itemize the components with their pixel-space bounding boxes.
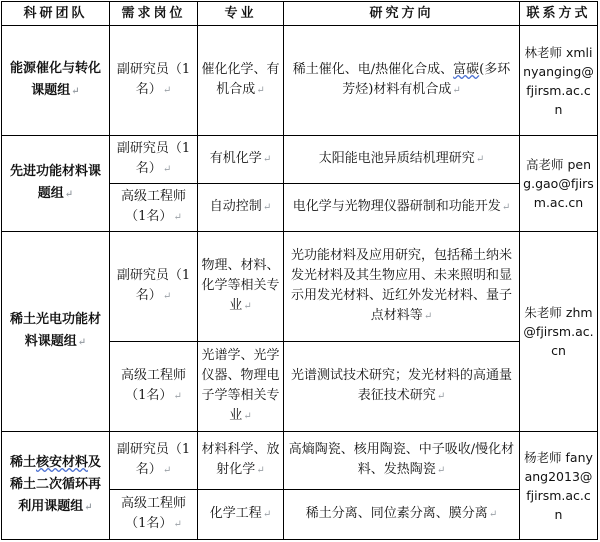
direction-cell <box>284 184 520 232</box>
team-name: 稀土 <box>9 455 36 470</box>
position-name: 高级工程师（1名） <box>120 368 186 403</box>
header-contact: 联系方式 <box>520 2 598 26</box>
table-row <box>2 232 598 342</box>
direction-text: 光功能材料及应用研究，包括稀土纳米发光材料及其生物应用、未来照明和显示用发光材料、近红外发光材料、量子点材料等 <box>290 248 512 323</box>
direction-text: 太阳能电池异质结机理研究 <box>318 151 475 166</box>
direction-text: 稀土催化、电/热催化合成、 <box>292 62 454 77</box>
direction-cell <box>284 136 520 184</box>
header-position: 需求岗位 <box>110 2 198 26</box>
paragraph-mark-icon: ↵ <box>262 509 272 520</box>
position-cell <box>110 184 198 232</box>
paragraph-mark-icon: ↵ <box>77 337 87 348</box>
position-cell <box>110 136 198 184</box>
table-row <box>2 136 598 184</box>
position-name: 高级工程师（1名） <box>120 496 186 531</box>
paragraph-mark-icon: ↵ <box>262 154 272 165</box>
paragraph-mark-icon: ↵ <box>243 301 252 312</box>
header-major: 专业 <box>198 2 284 26</box>
header-row <box>2 2 598 26</box>
paragraph-mark-icon: ↵ <box>488 509 498 520</box>
position-cell <box>110 342 198 432</box>
paragraph-mark-icon: ↵ <box>173 519 182 530</box>
team-cell <box>2 432 110 540</box>
team-cell <box>2 232 110 432</box>
table-row <box>2 26 598 136</box>
paragraph-mark-icon: ↵ <box>162 291 172 302</box>
paragraph-mark-icon: ↵ <box>162 85 172 96</box>
contact-cell: 杨老师 fanyang2013@fjirsm.ac.cn <box>520 432 598 540</box>
major-cell <box>198 432 284 490</box>
paragraph-mark-icon: ↵ <box>173 391 182 402</box>
direction-cell <box>284 342 520 432</box>
paragraph-mark-icon: ↵ <box>71 86 80 97</box>
position-cell <box>110 490 198 540</box>
contact-cell: 朱老师 zhm@fjirsm.ac.cn <box>520 232 598 432</box>
header-team: 科研团队 <box>2 2 110 26</box>
major-name: 自动控制 <box>209 199 262 214</box>
position-cell <box>110 26 198 136</box>
position-cell <box>110 432 198 490</box>
direction-text: 稀土分离、同位素分离、膜分离 <box>305 506 488 521</box>
paragraph-mark-icon: ↵ <box>436 465 446 476</box>
position-name: 副研究员（1名） <box>116 62 191 97</box>
position-cell <box>110 232 198 342</box>
position-name: 高级工程师（1名） <box>120 189 186 224</box>
position-name: 副研究员（1名） <box>116 268 191 303</box>
table-row <box>2 432 598 490</box>
spellcheck-underlined-text: 富碳 <box>453 62 480 77</box>
major-name: 化学工程 <box>209 506 262 521</box>
team-cell <box>2 26 110 136</box>
major-name: 材料科学、放射化学 <box>201 442 280 477</box>
paragraph-mark-icon: ↵ <box>475 154 485 165</box>
paragraph-mark-icon: ↵ <box>243 411 252 422</box>
paragraph-mark-icon: ↵ <box>64 189 74 200</box>
paragraph-mark-icon: ↵ <box>436 391 446 402</box>
major-name: 光谱学、光学仪器、物理电子学等相关专业 <box>201 348 280 423</box>
paragraph-mark-icon: ↵ <box>256 85 265 96</box>
team-name: 能源催化与转化课题组 <box>9 61 101 98</box>
major-name: 催化化学、有机合成 <box>201 62 280 97</box>
major-cell <box>198 26 284 136</box>
team-cell <box>2 136 110 232</box>
contact-cell: 林老师 xmlinyanging@fjirsm.ac.cn <box>520 26 598 136</box>
major-name: 物理、材料、化学等相关专业 <box>201 258 280 313</box>
paragraph-mark-icon: ↵ <box>256 465 265 476</box>
team-name: 稀土光电功能材料课题组 <box>9 312 101 349</box>
team-name: 先进功能材料课题组 <box>9 164 101 201</box>
direction-text: 高熵陶瓷、核用陶瓷、中子吸收/慢化材料、发热陶瓷 <box>288 442 515 477</box>
direction-cell <box>284 432 520 490</box>
major-cell <box>198 490 284 540</box>
direction-text: 电化学与光物理仪器研制和功能开发 <box>292 199 501 214</box>
direction-cell <box>284 490 520 540</box>
major-cell <box>198 184 284 232</box>
paragraph-mark-icon: ↵ <box>501 202 511 213</box>
spellcheck-underlined-text: 核安材料 <box>35 455 88 470</box>
paragraph-mark-icon: ↵ <box>162 164 172 175</box>
header-direction: 研究方向 <box>284 2 520 26</box>
direction-text: (多环芳烃)材料有机合成 <box>342 62 511 97</box>
major-cell <box>198 342 284 432</box>
major-cell <box>198 136 284 184</box>
paragraph-mark-icon: ↵ <box>423 311 433 322</box>
direction-cell <box>284 232 520 342</box>
position-name: 副研究员（1名） <box>116 442 191 477</box>
paragraph-mark-icon: ↵ <box>262 202 272 213</box>
paragraph-mark-icon: ↵ <box>162 465 172 476</box>
team-name: 及稀土二次循环再利用课题组 <box>9 455 102 514</box>
paragraph-mark-icon: ↵ <box>452 85 461 96</box>
recruitment-table <box>1 1 598 540</box>
paragraph-mark-icon: ↵ <box>84 502 93 513</box>
major-name: 有机化学 <box>209 151 262 166</box>
direction-cell <box>284 26 520 136</box>
contact-cell: 高老师 peng.gao@fjirsm.ac.cn <box>520 136 598 232</box>
paragraph-mark-icon: ↵ <box>173 212 182 223</box>
direction-text: 光谱测试技术研究；发光材料的高通量表征技术研究 <box>290 368 512 403</box>
position-name: 副研究员（1名） <box>116 141 191 176</box>
major-cell <box>198 232 284 342</box>
